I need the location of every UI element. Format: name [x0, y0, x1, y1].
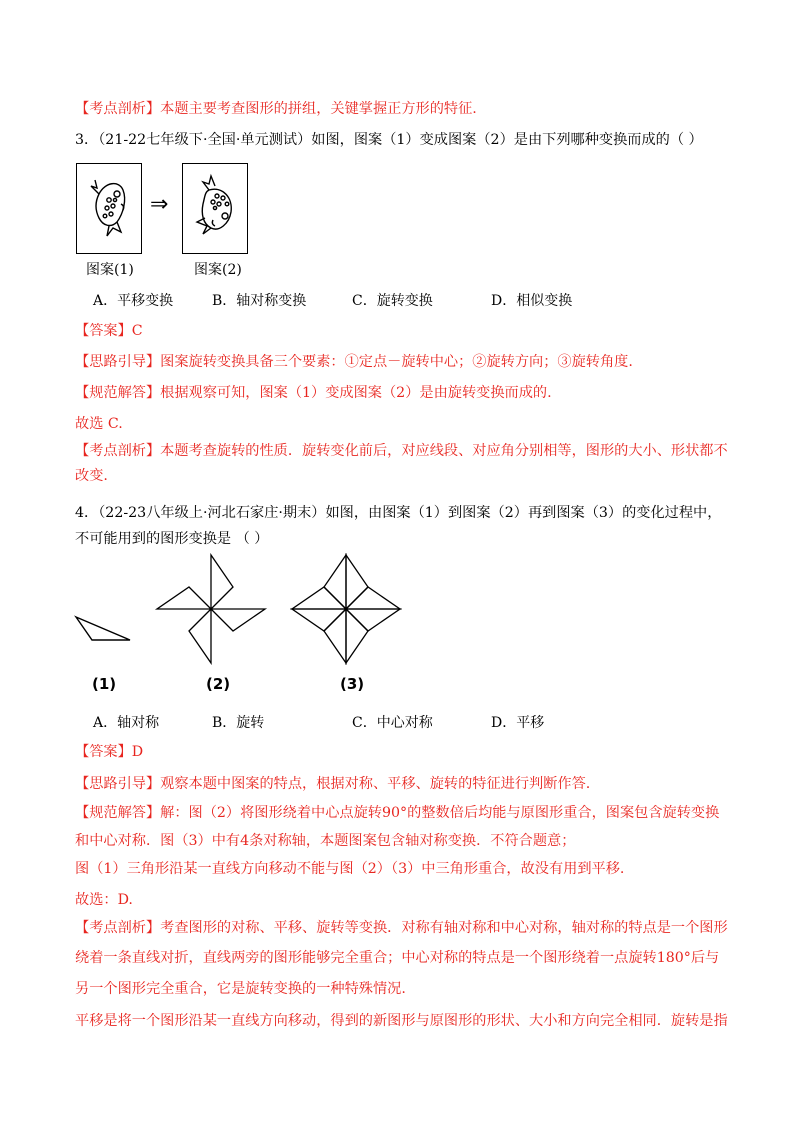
q3-answer: [75, 321, 143, 341]
q4-analysis-3: 另一个图形完全重合，它是旋转变换的一种特殊情况.: [75, 981, 406, 997]
pinwheel-triangle: [189, 609, 211, 663]
solution-text: 根据观察可知，图案（1）变成图案（2）是由旋转变换而成的.: [160, 385, 552, 401]
star-triangle: [324, 609, 346, 663]
q3-option-c: C．旋转变换: [352, 293, 433, 309]
q3-hint: [75, 352, 633, 372]
analysis-text: 本题考查旋转的性质．旋转变化前后，对应线段、对应角分别相等，图形的大小、形状都不: [160, 443, 728, 459]
star-triangle: [292, 587, 346, 609]
solution-text: 解：图（2）将图形绕着中心点旋转90°的整数倍后均能与原图形重合，图案包含旋转变换: [160, 805, 720, 821]
q4-option-c: C．中心对称: [352, 715, 433, 731]
q4-stem-1: 4．（22-23八年级上·河北石家庄·期末）如图，由图案（1）到图案（2）再到图案（3）的变化过程中，: [75, 505, 722, 521]
q3-analysis-2: 改变.: [75, 468, 108, 484]
q3-option-a: A．平移变换: [93, 293, 174, 309]
q4-solution-2: 和中心对称．图（3）中有4条对称轴，本题图案包含轴对称变换．不符合题意；: [75, 833, 576, 849]
q4-solution-3: 图（1）三角形沿某一直线方向移动不能与图（2）（3）中三角形重合，故没有用到平移.: [75, 861, 625, 877]
q4-analysis-2: 绕着一条直线对折，直线两旁的图形能够完全重合；中心对称的特点是一个图形绕着一点旋转180°后与: [75, 950, 720, 966]
answer-value: D: [131, 744, 144, 760]
analysis-tag: 【考点剖析】: [75, 101, 161, 117]
q3-solution: [75, 383, 552, 403]
triangle-figure: [76, 616, 136, 646]
star-triangle-mirrored: [292, 609, 346, 631]
fish-icon: [77, 164, 141, 253]
q4-option-b: B．旋转: [212, 715, 265, 731]
q4-analysis-1: [75, 918, 728, 938]
pinwheel-triangle: [211, 609, 265, 631]
star-triangle-mirrored: [324, 555, 346, 609]
answer-value: C: [131, 323, 143, 339]
q4-choice: 故选：D.: [75, 892, 133, 908]
q4-stem-2: 不可能用到的图形变换是 （ ）: [75, 531, 269, 547]
q3-analysis-1: [75, 441, 728, 461]
star-figure: [290, 553, 402, 665]
q3-figure-2-frame: [182, 163, 248, 254]
q4-figure-2-label: (2): [206, 675, 231, 693]
solution-tag: 【规范解答】: [75, 385, 161, 401]
q3-option-b: B．轴对称变换: [212, 293, 307, 309]
analysis-text: 本题主要考查图形的拼组，关键掌握正方形的特征.: [160, 101, 477, 117]
q3-figure-1-label: 图案(1): [86, 262, 134, 278]
analysis-tag: 【考点剖析】: [75, 920, 161, 936]
q4-solution-1: [75, 803, 719, 823]
q3-stem: 3．（21-22七年级下·全国·单元测试）如图，图案（1）变成图案（2）是由下列哪种变换而成的（ ）: [75, 132, 703, 148]
star-triangle: [346, 609, 400, 631]
pinwheel-triangle: [211, 555, 233, 609]
pinwheel-figure: [155, 553, 267, 665]
answer-tag: 【答案】: [75, 323, 132, 339]
star-triangle-mirrored: [346, 587, 400, 609]
q4-figure-3-label: (3): [340, 675, 365, 693]
star-triangle: [346, 555, 368, 609]
answer-tag: 【答案】: [75, 744, 132, 760]
hint-text: 观察本题中图案的特点，根据对称、平移、旋转的特征进行判断作答.: [160, 776, 591, 792]
q4-option-a: A．轴对称: [93, 715, 160, 731]
q3-option-d: D．相似变换: [491, 293, 573, 309]
q4-answer: [75, 742, 143, 762]
q4-hint: [75, 774, 590, 794]
hint-text: 图案旋转变换具备三个要素：①定点－旋转中心；②旋转方向；③旋转角度.: [160, 354, 633, 370]
q3-figure-1-frame: [76, 163, 142, 254]
q3-choice: 故选 C.: [75, 416, 123, 432]
fish-rotated-icon: [183, 164, 247, 253]
pinwheel-triangle: [157, 587, 211, 609]
solution-tag: 【规范解答】: [75, 805, 161, 821]
q4-figure-1-label: (1): [92, 675, 117, 693]
q4-option-d: D．平移: [491, 715, 545, 731]
hint-tag: 【思路引导】: [75, 354, 161, 370]
q4-analysis-4: 平移是将一个图形沿某一直线方向移动，得到的新图形与原图形的形状、大小和方向完全相同．旋转是指: [75, 1013, 728, 1029]
star-triangle-mirrored: [346, 609, 368, 663]
analysis-text: 考查图形的对称、平移、旋转等变换．对称有轴对称和中心对称，轴对称的特点是一个图形: [160, 920, 728, 936]
analysis-tag: 【考点剖析】: [75, 443, 161, 459]
hint-tag: 【思路引导】: [75, 776, 161, 792]
q2-analysis: [75, 99, 477, 119]
q3-figure-2-label: 图案(2): [194, 262, 242, 278]
transform-arrow: ⇒: [150, 192, 169, 217]
